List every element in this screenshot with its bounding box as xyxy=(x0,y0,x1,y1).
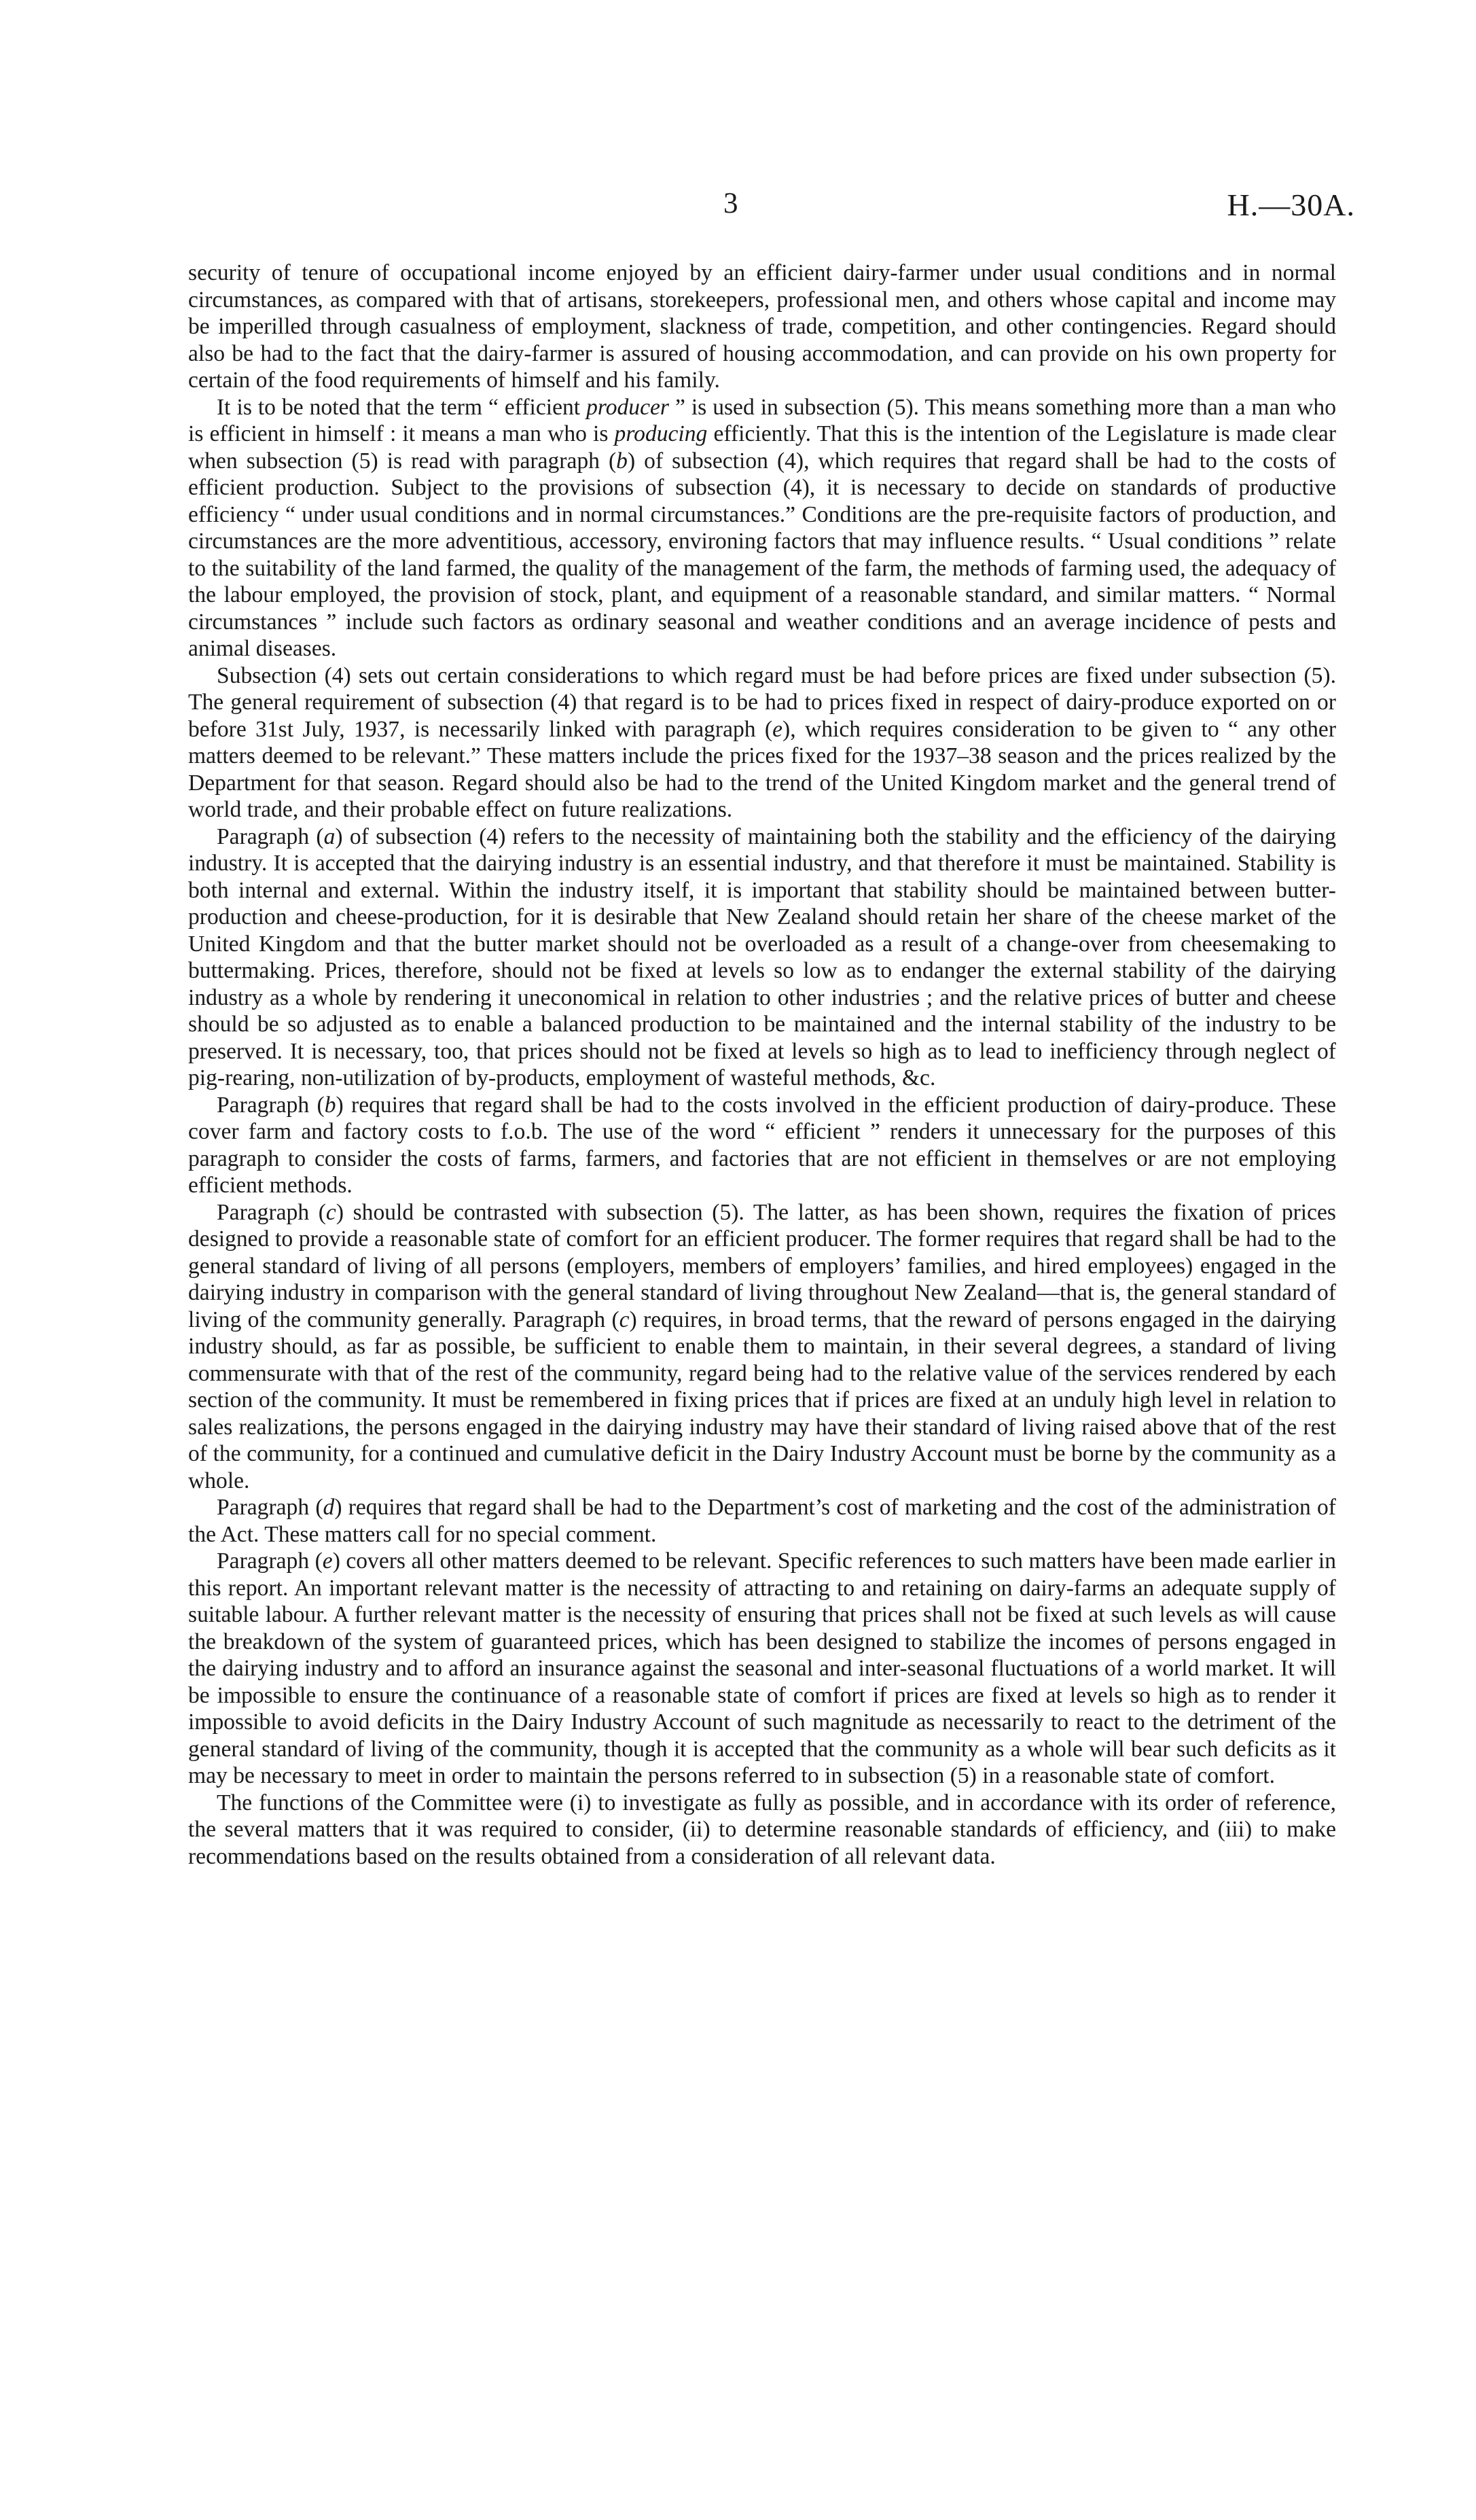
paragraph-d-marketing xyxy=(188,1494,1336,1548)
italic-text: c xyxy=(619,1307,630,1332)
text-segment: ) should be contrasted with subsection (5). The latter, as has been shown, requires the fixation of prices designed to provide a reasonable state of comfort for an efficient producer. The former requires that regard shall be had to the general standard of living of all persons (employers, members of employers’ families, and hired employees) engaged in the dairying industry in comparison with the general standard of living throughout New Zealand—that is, the general standard of living of the community generally. Paragraph ( xyxy=(188,1199,1336,1332)
text-segment: Paragraph ( xyxy=(217,1199,326,1225)
text-segment: ) covers all other matters deemed to be relevant. Specific references to such matters have been made earlier in this report. An important relevant matter is the necessity of attracting to and retaining on dairy-farms an adequate supply of suitable labour. A further relevant matter is the necessity of ensuring that prices shall not be fixed at such levels as will cause the breakdown of the system of guaranteed prices, which has been designed to stabilize the incomes of persons engaged in the dairying industry and to afford an insurance against the seasonal and inter-seasonal fluctuations of a world market. It will be impossible to ensure the continuance of a reasonable state of comfort if prices are fixed at levels so high as to render it impossible to avoid deficits in the Dairy Industry Account of such magnitude as necessarily to react to the detriment of the general standard of living of the community, though it is accepted that the community as a whole will bear such deficits as it may be necessary to meet in order to maintain the persons referred to in subsection (5) in a reasonable state of comfort. xyxy=(188,1548,1336,1788)
italic-text: producer xyxy=(586,394,669,420)
text-segment: Paragraph ( xyxy=(217,1495,323,1520)
document-reference: H.—30A. xyxy=(1227,188,1355,222)
page-header xyxy=(0,187,1476,234)
text-segment: Paragraph ( xyxy=(217,823,324,849)
italic-text: producing xyxy=(614,421,708,446)
paragraph-efficient-producer xyxy=(188,394,1336,662)
paragraph-subsection-4 xyxy=(188,662,1336,823)
paragraph-c-standard-of-living xyxy=(188,1199,1336,1495)
italic-text: b xyxy=(324,1092,336,1118)
body-text xyxy=(188,260,1336,1870)
text-segment: ) requires, in broad terms, that the reward of persons engaged in the dairying industry should, as far as possible, be sufficient to enable them to maintain, in their several degrees, a standard of living commensurate with that of the rest of the community, regard being had to the relative value of the services rendered by each section of the community. It must be remembered in fixing prices that if prices are fixed at an unduly high level in relation to sales realizations, the persons engaged in the dairying industry may have their standard of living raised above that of the rest of the community, for a continued and cumulative deficit in the Dairy Industry Account must be borne by the community as a whole. xyxy=(188,1307,1336,1493)
text-segment: It is to be noted that the term “ efficient xyxy=(217,394,587,420)
text-segment: ) of subsection (4) refers to the necessity of maintaining both the stability and the efficiency of the dairying industry. It is accepted that the dairying industry is an essential industry, and that therefore it must be maintained. Stability is both internal and external. Within the industry itself, it is important that stability should be maintained between butter-production and cheese-production, for it is desirable that New Zealand should retain her share of the cheese market of the United Kingdom and that the butter market should not be overloaded as a result of a change-over from cheesemaking to buttermaking. Prices, therefore, should not be fixed at levels so low as to endanger the external stability of the dairying industry as a whole by rendering it uneconomical in relation to other industries ; and the relative prices of butter and cheese should be so adjusted as to enable a balanced production to be maintained and the internal stability of the industry to be preserved. It is necessary, too, that prices should not be fixed at levels so high as to lead to inefficiency through neglect of pig-rearing, non-utilization of by-products, employment of wasteful methods, &c. xyxy=(188,823,1336,1090)
text-segment: ) of subsection (4), which requires that regard shall be had to the costs of efficient production. Subject to the provisions of subsection (4), it is necessary to decide on standards of productive efficiency “ under usual conditions and in normal circumstances.” Conditions are the pre-requisite factors of production, and circumstances are the more adventitious, accessory, environing factors that may influence results. “ Usual conditions ” relate to the suitability of the land farmed, the quality of the management of the farm, the methods of farming used, the adequacy of the labour employed, the provision of stock, plant, and equipment of a reasonable standard, and similar matters. “ Normal circumstances ” include such factors as ordinary seasonal and weather conditions and an average incidence of pests and animal diseases. xyxy=(188,448,1336,661)
text-segment: Subsection (4) sets out certain considerations to which regard must be had before prices are fixed under subsection (5). The general requirement of subsection (4) that regard is to be had to prices fixed in respect of dairy-produce exported on or before 31st July, 1937, is necessarily linked with paragraph ( xyxy=(188,662,1336,742)
italic-text: d xyxy=(323,1495,335,1520)
paragraph-continuation xyxy=(188,260,1336,394)
italic-text: a xyxy=(323,823,336,849)
text-segment: ) requires that regard shall be had to the Department’s cost of marketing and the cost of the administration of the Act. These matters call for no special comment. xyxy=(188,1495,1336,1547)
paragraph-a-stability xyxy=(188,823,1336,1092)
paragraph-committee-functions xyxy=(188,1790,1336,1870)
text-segment: security of tenure of occupational income enjoyed by an efficient dairy-farmer under usual conditions and in normal circumstances, as compared with that of artisans, storekeepers, professional men, and others whose capital and income may be imperilled through casualness of employment, slackness of trade, competition, and other contingencies. Regard should also be had to the fact that the dairy-farmer is assured of housing accommodation, and can provide on his own property for certain of the food requirements of himself and his family. xyxy=(188,260,1336,393)
text-segment: ), which requires consideration to be given to “ any other matters deemed to be relevant.” These matters include the prices fixed for the 1937–38 season and the prices realized by the Department for that season. Regard should also be had to the trend of the United Kingdom market and the general trend of world trade, and their probable effect on future realizations. xyxy=(188,716,1336,822)
text-segment: ” is used in subsection (5). This means something more than a man who is efficient in himself : it means a man who is xyxy=(188,394,1336,446)
italic-text: e xyxy=(772,716,783,742)
italic-text: e xyxy=(322,1548,333,1574)
text-segment: Paragraph ( xyxy=(217,1092,325,1118)
italic-text: c xyxy=(325,1199,336,1225)
text-segment: The functions of the Committee were (i) to investigate as fully as possible, and in accordance with its order of reference, the several matters that it was required to consider, (ii) to determine reasonable standards of efficiency, and (iii) to make recommendations based on the results obtained from a consideration of all relevant data. xyxy=(188,1790,1336,1869)
text-segment: ) requires that regard shall be had to the costs involved in the efficient production of dairy-produce. These cover farm and factory costs to f.o.b. The use of the word “ efficient ” renders it unnecessary for the purposes of this paragraph to consider the costs of farms, farmers, and factories that are not efficient in themselves or are not employing efficient methods. xyxy=(188,1092,1336,1198)
text-segment: Paragraph ( xyxy=(217,1548,323,1574)
page-number: 3 xyxy=(723,188,738,219)
paragraph-b-costs xyxy=(188,1092,1336,1199)
paragraph-e-other-matters xyxy=(188,1548,1336,1790)
text-segment: efficiently. That this is the intention of the Legislature is made clear when subsection (5) is read with paragraph ( xyxy=(188,421,1336,474)
italic-text: b xyxy=(616,448,628,474)
